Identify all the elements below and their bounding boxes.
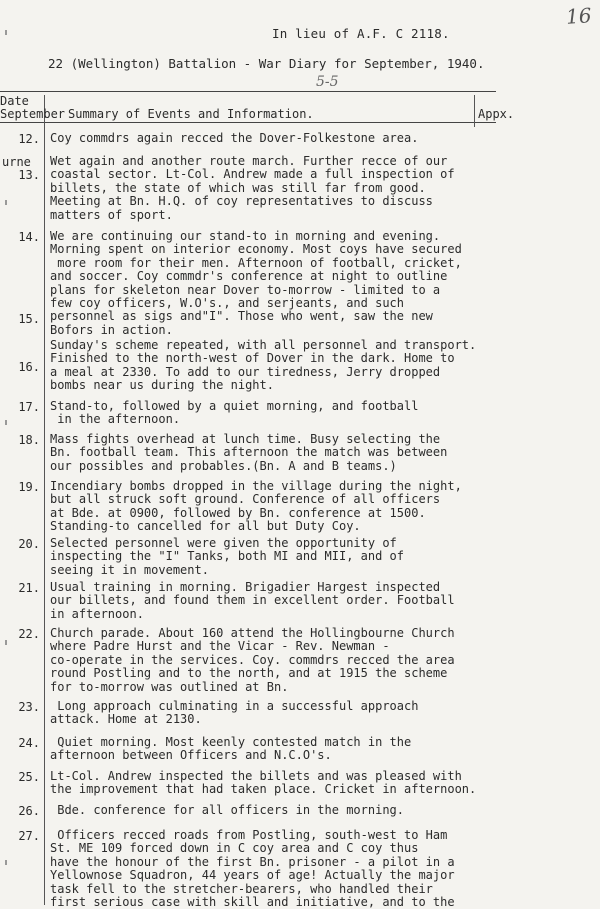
- entry-line: coastal sector. Lt-Col. Andrew made a full inspection of: [50, 167, 455, 182]
- entry-date: 22.: [18, 627, 40, 641]
- entry-date: 19.: [18, 480, 40, 494]
- entry-line: plans for skeleton near Dover to-morrow - limited to a: [50, 282, 441, 297]
- entry-line: inspecting the "I" Tanks, both MI and MII, and of: [50, 549, 405, 564]
- entry-date: 18.: [18, 433, 40, 447]
- entry-line: Bde. conference for all officers in the morning.: [50, 803, 405, 817]
- entry-line: Sunday's scheme repeated, with all personnel and transport.: [50, 338, 477, 352]
- entry-line: Finished to the north-west of Dover in the dark. Home to: [50, 351, 455, 366]
- entry-line: for to-morrow was outlined at Bn.: [50, 679, 289, 694]
- entry-line: few coy officers, W.O's., and serjeants, and such: [50, 296, 405, 310]
- entry-line: afternoon between Officers and N.C.O's.: [50, 748, 332, 763]
- entry-date: 27.: [18, 829, 40, 843]
- entry-line: a meal at 2330. To add to our tiredness, Jerry dropped: [50, 364, 441, 379]
- entry-line: Bofors in action.: [50, 322, 173, 337]
- header-rule-top: [0, 91, 496, 92]
- entry-date: 17.: [18, 400, 40, 414]
- entry-line: Standing-to cancelled for all but Duty Coy.: [50, 519, 361, 534]
- entry-date: 21.: [18, 581, 40, 595]
- entry-line: Stand-to, followed by a quiet morning, and football: [50, 399, 419, 413]
- entry-line: personnel as sigs and"I". Those who went, saw the new: [50, 309, 433, 324]
- entry-line: We are continuing our stand-to in morning and evening.: [50, 229, 441, 243]
- entry-line: Usual training in morning. Brigadier Hargest inspected: [50, 580, 441, 594]
- entry-line: our billets, and found them in excellent order. Football: [50, 593, 455, 608]
- entry-line: Morning spent on interior economy. Most coys have secured: [50, 242, 462, 257]
- entry-line: billets, the state of which was still far from good.: [50, 180, 426, 195]
- page-title: 22 (Wellington) Battalion - War Diary for September, 1940.: [48, 56, 485, 71]
- entry-line: matters of sport.: [50, 207, 173, 222]
- form-reference: In lieu of A.F. C 2118.: [272, 26, 450, 41]
- entry-line: Yellownose Squadron, 44 years of age! Actually the major: [50, 868, 455, 883]
- header-rule-bottom: [0, 122, 496, 123]
- entry-line: Mass fights overhead at lunch time. Busy selecting the: [50, 432, 441, 446]
- entry-date-note: urne: [2, 155, 31, 169]
- date-column-divider: [44, 95, 45, 905]
- entry-line: Long approach culminating in a successful approach: [50, 699, 419, 713]
- column-header-month: September: [0, 107, 66, 121]
- column-header-summary: Summary of Events and Information.: [68, 107, 314, 121]
- entry-date: 16.: [18, 360, 40, 374]
- entry-line: bombs near us during the night.: [50, 378, 274, 393]
- entry-line: but all struck soft ground. Conference of all officers: [50, 492, 441, 507]
- entry-line: first serious case with skill and initiative, and to the: [50, 895, 455, 909]
- entry-line: Incendiary bombs dropped in the village during the night,: [50, 479, 462, 493]
- pencil-annotation: 5-5: [316, 74, 339, 90]
- entry-date: 24.: [18, 736, 40, 750]
- entry-line: have the honour of the first Bn. prisoner - a pilot in a: [50, 854, 455, 869]
- entry-date: 12.: [18, 132, 40, 146]
- entry-date: 14.: [18, 230, 40, 244]
- entry-line: and soccer. Coy commdr's conference at night to outline: [50, 269, 448, 284]
- entry-date: 25.: [18, 770, 40, 784]
- entry-line: task fell to the stretcher-bearers, who handled their: [50, 881, 433, 896]
- entry-line: at Bde. at 0900, followed by Bn. conference at 1500.: [50, 505, 426, 520]
- entry-line: the improvement that had taken place. Cricket in afternoon.: [50, 782, 477, 797]
- entry-line: Bn. football team. This afternoon the match was between: [50, 445, 448, 460]
- column-header-appx: Appx.: [478, 107, 515, 121]
- entry-line: Officers recced roads from Postling, south-west to Ham: [50, 828, 448, 842]
- entry-line: where Padre Hurst and the Vicar - Rev. Newman -: [50, 639, 390, 654]
- entry-date: 23.: [18, 700, 40, 714]
- entry-line: more room for their men. Afternoon of football, cricket,: [50, 255, 462, 270]
- entry-line: Lt-Col. Andrew inspected the billets and was pleased with: [50, 769, 462, 783]
- entry-date: 26.: [18, 804, 40, 818]
- entry-line: round Postling and to the north, and at 1915 the scheme: [50, 666, 448, 681]
- entry-date: 20.: [18, 537, 40, 551]
- page-number: 16: [565, 3, 593, 29]
- entry-line: Coy commdrs again recced the Dover-Folkestone area.: [50, 131, 419, 145]
- entry-line: St. ME 109 forced down in C coy area and C coy thus: [50, 841, 419, 856]
- entry-line: Church parade. About 160 attend the Hollingbourne Church: [50, 626, 455, 640]
- entry-date: 15.: [18, 312, 40, 326]
- entry-line: our possibles and probables.(Bn. A and B teams.): [50, 458, 397, 473]
- entry-line: Wet again and another route march. Further recce of our: [50, 154, 448, 168]
- entry-line: seeing it in movement.: [50, 562, 209, 577]
- entry-line: Quiet morning. Most keenly contested match in the: [50, 735, 412, 749]
- entry-line: co-operate in the services. Coy. commdrs recced the area: [50, 652, 455, 667]
- entry-line: Meeting at Bn. H.Q. of coy representatives to discuss: [50, 194, 433, 209]
- entry-line: attack. Home at 2130.: [50, 712, 202, 727]
- entry-line: Selected personnel were given the opportunity of: [50, 536, 397, 550]
- entry-date: 13.: [18, 168, 40, 182]
- entry-line: in afternoon.: [50, 606, 144, 621]
- appx-column-divider: [474, 95, 475, 127]
- entry-line: in the afternoon.: [50, 412, 181, 427]
- column-header-date: Date: [0, 94, 29, 108]
